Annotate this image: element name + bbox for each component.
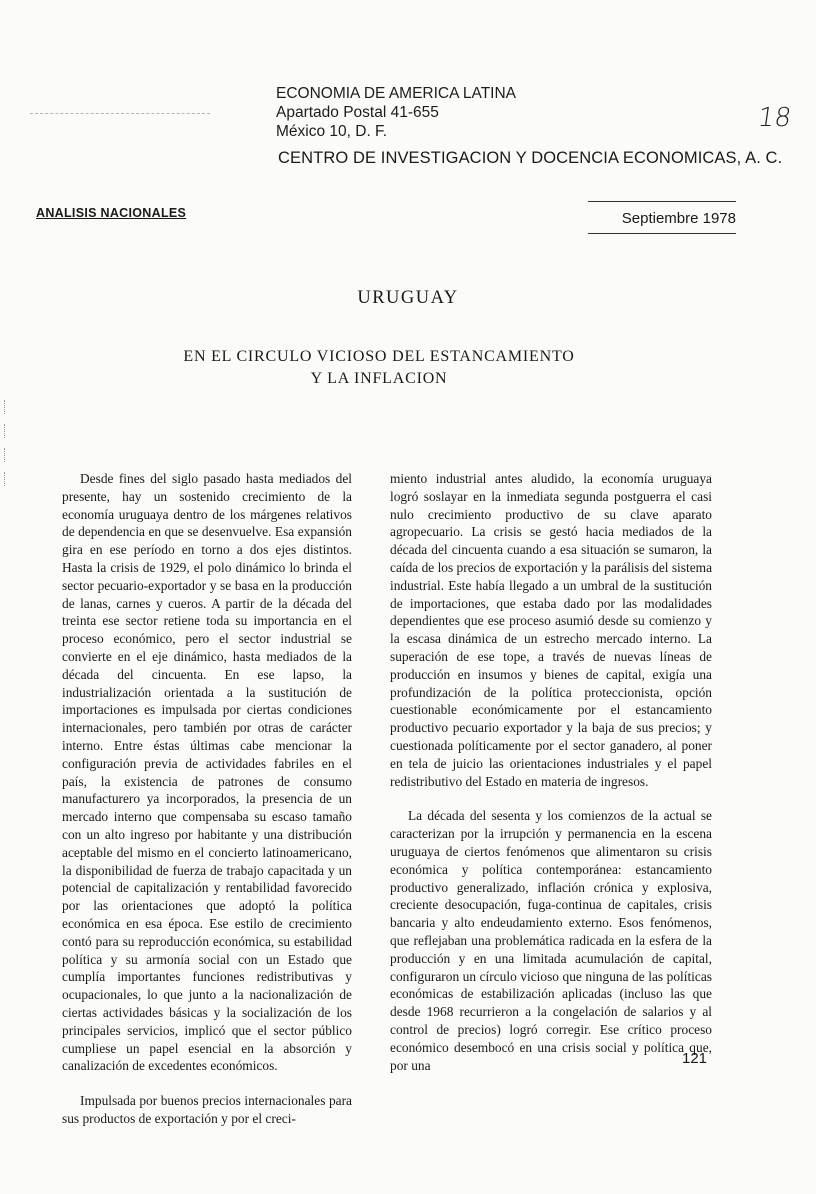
- article-subtitle: [0, 346, 758, 390]
- left-column: [62, 470, 352, 1145]
- publisher-name: ECONOMIA DE AMERICA LATINA: [276, 85, 517, 102]
- subtitle-line-1: EN EL CIRCULO VICIOSO DEL ESTANCAMIENTO: [183, 348, 575, 365]
- paragraph: miento industrial antes aludido, la economía uruguaya logró soslayar en la inmediata segunda postguerra el casi nulo crecimiento productivo de su clave aparato agropecuario. La crisis se gestó hacia mediados de la década del cincuenta cuando a esa situación se sumaron, la caída de los precios de exportación y la parálisis del sistema industrial. Este había llegado a un umbral de la sustitución de importaciones, que estaba dado por las modalidades dependientes que ese proceso asumió desde su comienzo y la escasa dinámica de un estrecho mercado interno. La superación de ese tope, a través de nuevas líneas de producción en insumos y bienes de capital, exigía una profundización de la política proteccionista, opción cuestionable económicamente por el estancamiento productivo pecuario exportador y la baja de sus precios; y cuestionada políticamente por el sector ganadero, al poner en tela de juicio las orientaciones industriales y el papel redistributivo del Estado en materia de ingresos.: [390, 471, 713, 789]
- article-title: URUGUAY: [357, 288, 459, 308]
- subtitle-line-2: Y LA INFLACION: [310, 370, 448, 387]
- postal-box: Apartado Postal 41-655: [276, 104, 439, 121]
- institution-name: CENTRO DE INVESTIGACION Y DOCENCIA ECONOMICAS, A. C.: [278, 149, 783, 167]
- page-number: 121: [682, 1050, 708, 1067]
- paragraph: Impulsada por buenos precios internacionales para sus productos de exportación y por el creci-: [62, 1093, 352, 1126]
- publisher-address: [276, 84, 696, 141]
- date-box: [588, 201, 736, 234]
- date-bottom-rule: [588, 233, 736, 234]
- right-column: [390, 470, 712, 1091]
- paragraph: La década del sesenta y los comienzos de la actual se caracterizan por la irrupción y permanencia en la escena uruguaya de ciertos fenómenos que alimentaron su crisis económica y política contemporánea: estancamiento productivo generalizado, inflación crónica y explosiva, creciente desocupación, fuga-continua de capitales, crisis bancaria y alto endeudamiento externo. Esos fenómenos, que reflejaban una problemática radicada en la esfera de la producción y en una limitada acumulación de capital, configuraron un círculo vicioso que ninguna de las políticas económicas de estabilización aplicadas (incluso las que desde 1968 recurrieron a la congelación de salarios y al control de precios) logró corregir. Ese crítico proceso económico desembocó en una crisis social y política que, por una: [390, 808, 712, 1073]
- section-label: ANALISIS NACIONALES: [36, 206, 187, 220]
- scan-dash-line: [30, 113, 210, 114]
- paragraph: Desde fines del siglo pasado hasta mediados del presente, hay un sostenido crecimiento de la economía uruguaya dentro de los márgenes relativos de dependencia en que se desenvuelve. Esa expansión gira en ese período en torno a dos ejes distintos. Hasta la crisis de 1929, el polo dinámico lo brinda el sector pecuario-exportador y se basa en la producción de lanas, carnes y cueros. A partir de la década del treinta ese sector retiene toda su importancia en el proceso económico, pero el sector industrial se convierte en el eje dinámico, hasta mediados de la década del cincuenta. En ese lapso, la industrialización orientada a la sustitución de importaciones es impulsada por ciertas condiciones internacionales, pero también por otras de carácter interno. Entre éstas últimas cabe mencionar la configuración previa de actividades fabriles en el país, la existencia de patrones de consumo manufacturero ya incorporados, la presencia de un mercado interno que compensaba su escaso tamaño con un alto ingreso por habitante y una distribución aceptable del mismo en el concierto latinoamericano, la disponibilidad de fuerza de trabajo capacitada y un potencial de capitalización y rentabilidad favorecido por las orientaciones que adoptó la política económica en esa época. Ese estilo de crecimiento contó para su reproducción económica, su estabilidad política y su armonía social con un Estado que cumplía importantes funciones redistributivas y ocupacionales, lo que junto a la nacionalización de ciertas actividades básicas y la socialización de los principales servicios, implicó que el sector público cumpliese un papel esencial en la absorción y canalización de excedentes económicos.: [62, 471, 352, 1074]
- scan-margin-marks: [4, 400, 8, 510]
- issue-date: Septiembre 1978: [621, 210, 736, 227]
- handwritten-page-mark: 18: [755, 103, 794, 133]
- city: México 10, D. F.: [276, 123, 388, 140]
